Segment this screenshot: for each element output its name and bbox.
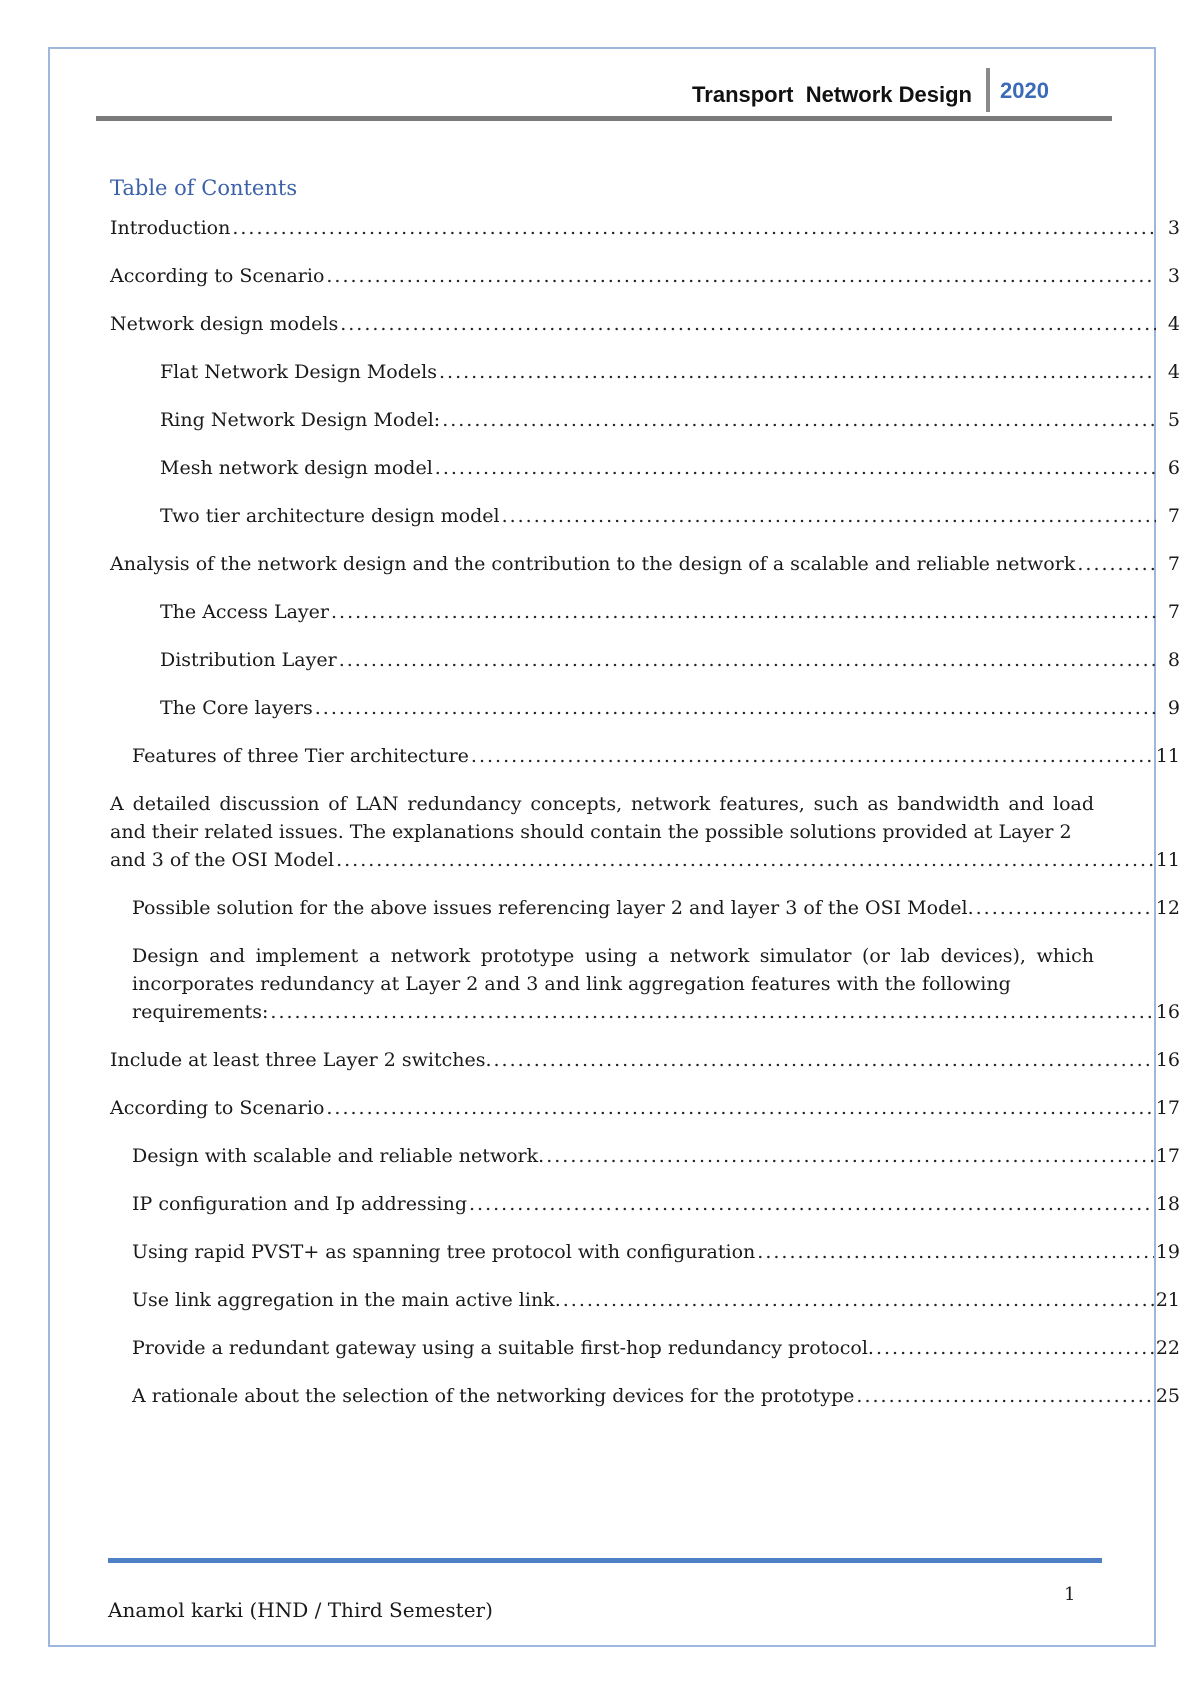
toc-leader-dots (976, 894, 1154, 922)
toc-leader-dots (563, 1286, 1154, 1314)
toc-entry-ip-configuration[interactable] (132, 1190, 1190, 1218)
toc-entry-page: 8 (1167, 649, 1180, 671)
toc-leader-dots (435, 454, 1156, 482)
table-of-contents (110, 174, 1190, 1410)
toc-leader-dots (471, 742, 1154, 770)
toc-entry-possible-solution[interactable] (132, 894, 1190, 922)
toc-entry-ring-network[interactable] (160, 406, 1190, 434)
toc-leader-dots (439, 358, 1156, 386)
toc-entry-label: Using rapid PVST+ as spanning tree protocol with configuration (132, 1241, 756, 1263)
toc-leader-dots (502, 502, 1156, 530)
toc-leader-dots (442, 406, 1156, 434)
toc-entry-redundant-gateway[interactable] (132, 1334, 1190, 1362)
toc-entry-label: Ring Network Design Model: (160, 409, 441, 431)
toc-entry-network-design-models[interactable] (110, 310, 1190, 338)
toc-leader-dots (326, 262, 1156, 290)
header-year: 2020 (1000, 78, 1049, 103)
header-separator (986, 68, 990, 112)
toc-leader-dots (546, 1142, 1154, 1170)
toc-entry-analysis[interactable] (110, 550, 1190, 578)
toc-entry-page: 19 (1155, 1241, 1180, 1263)
toc-entry-label: Flat Network Design Models (160, 361, 437, 383)
toc-entry-label: According to Scenario (110, 265, 325, 287)
toc-entry-label: A detailed discussion of LAN redundancy concepts, network features, such as bandwidth and load and their related issues. The explanations should contain the possible solutions provided at Layer 2 (110, 793, 1094, 843)
toc-entry-page: 21 (1155, 1289, 1180, 1311)
toc-entry-page: 25 (1155, 1385, 1180, 1407)
toc-entry-link-aggregation[interactable] (132, 1286, 1190, 1314)
toc-entry-access-layer[interactable] (160, 598, 1190, 626)
toc-entry-page: 7 (1167, 553, 1180, 575)
toc-entry-label: Provide a redundant gateway using a suitable first-hop redundancy protocol. (132, 1337, 874, 1359)
toc-entry-two-tier[interactable] (160, 502, 1190, 530)
toc-entry-label: Design with scalable and reliable network. (132, 1145, 545, 1167)
toc-entry-page: 12 (1155, 897, 1180, 919)
toc-entry-rationale-devices[interactable] (132, 1382, 1190, 1410)
toc-heading: Table of Contents (110, 176, 298, 200)
toc-entry-label: Use link aggregation in the main active link. (132, 1289, 561, 1311)
toc-leader-dots (326, 1094, 1153, 1122)
toc-entry-page: 9 (1167, 697, 1180, 719)
toc-entry-mesh-network[interactable] (160, 454, 1190, 482)
footer-rule (108, 1558, 1102, 1563)
toc-leader-dots (315, 694, 1156, 722)
header-title: Transport Network Design (692, 82, 972, 107)
toc-entry-label: According to Scenario (110, 1097, 325, 1119)
toc-leader-dots (336, 846, 1154, 874)
toc-entry-distribution-layer[interactable] (160, 646, 1190, 674)
toc-entry-label: Features of three Tier architecture (132, 745, 469, 767)
toc-leader-dots (331, 598, 1156, 626)
toc-entry-label: Analysis of the network design and the contribution to the design of a scalable and reliable network (110, 553, 1076, 575)
toc-entry-rapid-pvst[interactable] (132, 1238, 1190, 1266)
toc-entry-page: 17 (1155, 1097, 1180, 1119)
toc-entry-page: 16 (1155, 1049, 1180, 1071)
toc-entry-page: 3 (1167, 217, 1180, 239)
toc-entry-page: 11 (1155, 745, 1180, 767)
toc-entry-flat-network[interactable] (160, 358, 1190, 386)
toc-entry-page: 18 (1155, 1193, 1180, 1215)
toc-leader-dots (232, 214, 1156, 242)
toc-entry-label: The Core layers (160, 697, 313, 719)
toc-leader-dots (876, 1334, 1154, 1362)
toc-entry-three-tier-features[interactable] (132, 742, 1190, 770)
toc-leader-dots (1077, 550, 1156, 578)
toc-entry-scalable-reliable[interactable] (132, 1142, 1190, 1170)
toc-entry-label: Two tier architecture design model (160, 505, 500, 527)
toc-entry-page: 7 (1167, 601, 1180, 623)
toc-leader-dots (270, 998, 1153, 1026)
toc-entry-label: Introduction (110, 217, 231, 239)
toc-entry-according-to-scenario[interactable] (110, 262, 1190, 290)
toc-entry-design-implement-prototype[interactable] (132, 942, 1190, 1026)
toc-leader-dots (469, 1190, 1154, 1218)
toc-entry-page: 4 (1167, 313, 1180, 335)
toc-entry-page: 3 (1167, 265, 1180, 287)
toc-entry-page: 7 (1167, 505, 1180, 527)
toc-entry-label: The Access Layer (160, 601, 329, 623)
footer-author: Anamol karki (HND / Third Semester) (108, 1598, 493, 1622)
toc-entry-page: 16 (1155, 1001, 1180, 1023)
toc-entry-label: Possible solution for the above issues referencing layer 2 and layer 3 of the OSI Model. (132, 897, 974, 919)
toc-leader-dots (494, 1046, 1154, 1074)
toc-entry-page: 5 (1167, 409, 1180, 431)
toc-entry-according-to-scenario-2[interactable] (110, 1094, 1190, 1122)
toc-leader-dots (340, 310, 1156, 338)
toc-entry-label: Network design models (110, 313, 339, 335)
toc-leader-dots (856, 1382, 1153, 1410)
toc-entry-three-layer2-switches[interactable] (110, 1046, 1190, 1074)
toc-entry-page: 11 (1155, 849, 1180, 871)
toc-entry-label-last-line: requirements: (132, 1001, 269, 1023)
toc-entry-label: A rationale about the selection of the networking devices for the prototype (132, 1385, 855, 1407)
toc-entry-page: 6 (1167, 457, 1180, 479)
toc-entry-introduction[interactable] (110, 214, 1190, 242)
page-header (96, 62, 1112, 122)
toc-entry-page: 22 (1155, 1337, 1180, 1359)
header-rule (96, 116, 1112, 121)
toc-entry-label: IP configuration and Ip addressing (132, 1193, 467, 1215)
toc-entry-page: 17 (1155, 1145, 1180, 1167)
toc-entry-core-layers[interactable] (160, 694, 1190, 722)
toc-entry-lan-redundancy[interactable] (110, 790, 1190, 874)
toc-entry-label: Include at least three Layer 2 switches. (110, 1049, 492, 1071)
footer-page-number: 1 (1064, 1584, 1076, 1605)
toc-leader-dots (757, 1238, 1154, 1266)
toc-leader-dots (339, 646, 1156, 674)
toc-entry-label: Design and implement a network prototype using a network simulator (or lab devices), which incorporates redundancy at Layer 2 and 3 and link aggregation features with the following (132, 945, 1094, 995)
toc-entry-label: Distribution Layer (160, 649, 337, 671)
toc-entry-label: Mesh network design model (160, 457, 433, 479)
toc-entry-page: 4 (1167, 361, 1180, 383)
toc-entry-label-last-line: and 3 of the OSI Model (110, 849, 335, 871)
